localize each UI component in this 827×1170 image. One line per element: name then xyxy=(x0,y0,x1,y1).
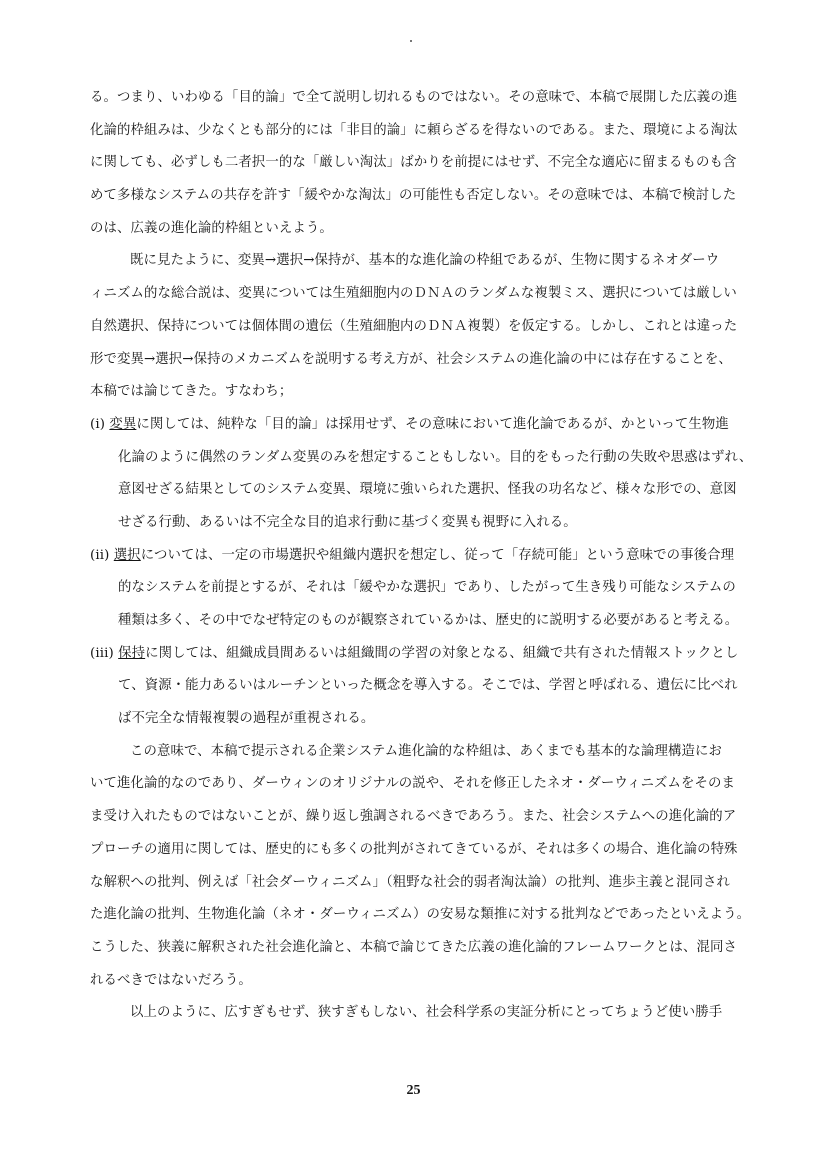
text-line: のは、広義の進化論的枠組といえよう。 xyxy=(90,220,333,236)
text-line: れるべきではないだろう。 xyxy=(90,972,252,988)
list-item xyxy=(90,638,790,736)
text-line: こうした、狭義に解釈された社会進化論と、本稿で論じてきた広義の進化論的フレームワークとは、混同さ xyxy=(90,939,738,955)
paragraph xyxy=(90,245,790,408)
list-keyword: 保持 xyxy=(118,645,146,661)
list-item xyxy=(90,540,790,638)
list-keyword: 変異 xyxy=(109,416,137,432)
text-line: めて多様なシステムの共存を許す「緩やかな淘汰」の可能性も否定しない。その意味では、本稿で検討した xyxy=(90,188,737,204)
list-text: に関しては、組織成員間あるいは組織間の学習の対象となる、組織で共有された情報ストックとし xyxy=(145,645,739,661)
text-line: いて進化論的なのであり、ダーウィンのオリジナルの説や、それを修正したネオ・ダーウィニズムをそのま xyxy=(90,776,735,792)
list-marker: (i) xyxy=(90,416,106,432)
text-line xyxy=(90,638,790,671)
text-line: 種類は多く、その中でなぜ特定のものが観察されているかは、歴史的に説明する必要があると考える。 xyxy=(118,613,739,628)
list-text: に関しては、純粋な「目的論」は採用せず、その意味において進化論であるが、かといって生物進 xyxy=(136,416,729,432)
list-marker: (iii) xyxy=(90,645,114,661)
text-line: 自然選択、保持については個体間の遺伝（生殖細胞内のＤＮＡ複製）を仮定する。しかし、これとは違った xyxy=(90,318,738,334)
text-line: る。つまり、いわゆる「目的論」で全て説明し切れるものではない。その意味で、本稿で展開した広義の進 xyxy=(90,90,738,105)
paragraph xyxy=(90,82,790,245)
scan-speck xyxy=(410,40,412,42)
list-text: については、一定の市場選択や組織内選択を想定し、従って「存続可能」という意味での事後合理 xyxy=(140,547,735,563)
text-line xyxy=(90,409,790,442)
text-line: ま受け入れたものではないことが、繰り返し強調されるべきであろう。また、社会システムへの進化論的ア xyxy=(90,809,737,825)
text-line: せざる行動、あるいは不完全な目的追求行動に基づく変異も視野に入れる。 xyxy=(118,514,577,530)
list-marker: (ii) xyxy=(90,547,110,563)
paragraph xyxy=(90,736,790,998)
paragraph xyxy=(90,997,790,1030)
text-line: ィニズム的な総合説は、変異については生殖細胞内のＤＮＡのランダムな複製ミス、選択については厳しい xyxy=(90,286,737,302)
text-line: 的なシステムを前提とするが、それは「緩やかな選択」であり、したがって生き残り可能なシステムの xyxy=(118,580,736,596)
text-line: この意味で、本稿で提示される企業システム進化論的な枠組は、あくまでも基本的な論理構造にお xyxy=(130,743,722,759)
text-line: た進化論の批判、生物進化論（ネオ・ダーウィニズム）の安易な類推に対する批判などであったといえよう。 xyxy=(90,907,751,923)
text-line: プローチの適用に関しては、歴史的にも多くの批判がされてきているが、それは多くの場合、進化論の特殊 xyxy=(90,841,738,857)
text-line: 以上のように、広すぎもせず、狭すぎもしない、社会科学系の実証分析にとってちょうど使い勝手 xyxy=(130,1005,723,1021)
text-line: 化論的枠組みは、少なくとも部分的には「非目的論」に頼らざるを得ないのである。また、環境による淘汰 xyxy=(90,122,738,138)
list-item xyxy=(90,409,790,540)
text-line: て、資源・能力あるいはルーチンといった概念を導入する。そこでは、学習と呼ばれる、遺伝に比べれ xyxy=(118,678,738,694)
text-line xyxy=(90,540,790,573)
list-keyword: 選択 xyxy=(113,547,141,563)
body-text xyxy=(90,82,790,1030)
page-number: 25 xyxy=(406,1083,421,1098)
text-line: 本稿では論じてきた。すなわち； xyxy=(90,384,293,400)
text-line: 既に見たように、変異→選択→保持が、基本的な進化論の枠組であるが、生物に関するネオダーウ xyxy=(130,253,720,269)
text-line: 意図せざる結果としてのシステム変異、環境に強いられた選択、怪我の功名など、様々な形での、意図 xyxy=(118,482,737,498)
text-line: に関しても、必ずしも二者択一的な「厳しい淘汰」ばかりを前提にはせず、不完全な適応に留まるものも含 xyxy=(90,155,737,171)
text-line: ば不完全な情報複製の過程が重視される。 xyxy=(118,711,375,727)
text-line: 化論のように偶然のランダム変異のみを想定することもしない。目的をもった行動の失敗や思惑はずれ、 xyxy=(118,449,753,465)
text-line: な解釈への批判、例えば「社会ダーウィニズム」（粗野な社会的弱者淘汰論）の批判、進歩主義と混同され xyxy=(90,874,731,890)
text-line: 形で変異→選択→保持のメカニズムを説明する考え方が、社会システムの進化論の中には存在することを、 xyxy=(90,351,732,367)
